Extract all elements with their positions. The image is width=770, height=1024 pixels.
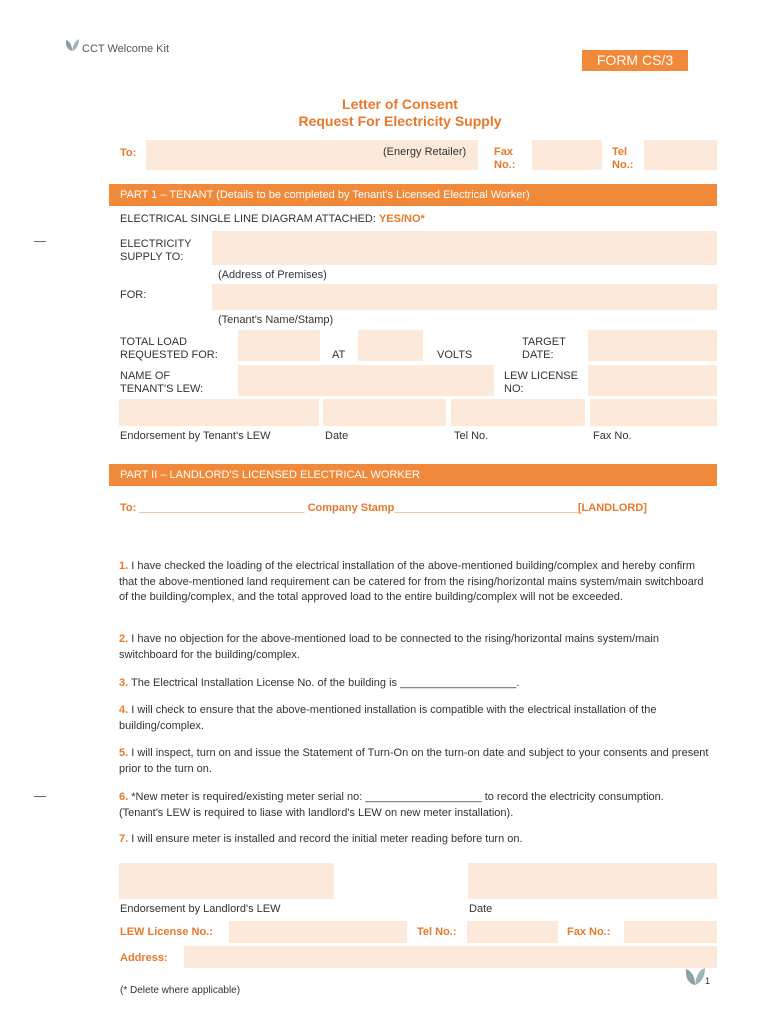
lew-license-field[interactable] [588, 365, 717, 396]
total-load-label: TOTAL LOAD REQUESTED FOR: [120, 336, 218, 361]
list-item: 3. The Electrical Installation License No. of the building is ___________________. [119, 677, 520, 689]
tel-label: Tel No.: [612, 146, 634, 171]
at-label: AT [332, 349, 346, 361]
to-label: To: [120, 147, 137, 159]
tel-field[interactable] [644, 140, 717, 170]
endorse-tenant-field[interactable] [119, 399, 319, 426]
supply-label: ELECTRICITY SUPPLY TO: [120, 238, 192, 263]
list-item: 7. I will ensure meter is installed and record the initial meter reading before turn on. [119, 833, 523, 845]
landlord-address-field[interactable] [184, 946, 717, 968]
volts-label: VOLTS [437, 349, 473, 361]
endorse-fax-label: Fax No. [593, 430, 632, 442]
address-caption: (Address of Premises) [218, 269, 327, 281]
landlord-date-field[interactable] [468, 863, 717, 899]
landlord-address-label: Address: [120, 952, 168, 964]
lew-name-field[interactable] [238, 365, 494, 396]
total-load-field[interactable] [238, 330, 320, 361]
endorse-fax-field[interactable] [590, 399, 717, 426]
landlord-endorse-label: Endorsement by Landlord's LEW [120, 903, 281, 915]
lew-license-label: LEW LICENSE NO: [504, 370, 578, 395]
part2-heading: PART II – LANDLORD'S LICENSED ELECTRICAL WORKER [109, 464, 717, 486]
landlord-endorse-field[interactable] [119, 863, 334, 899]
target-date-field[interactable] [588, 330, 717, 361]
sld-label-text: ELECTRICAL SINGLE LINE DIAGRAM ATTACHED: [120, 213, 376, 225]
endorse-tel-field[interactable] [451, 399, 585, 426]
landlord-lew-license-label: LEW License No.: [120, 926, 213, 938]
landlord-to-line: To: ___________________________ Company Stamp______________________________[LANDLORD] [120, 502, 647, 514]
list-item: 2. I have no objection for the above-mentioned load to be connected to the rising/horizontal mains system/main switchboard for the building/complex. [119, 633, 659, 661]
footer-leaf-icon [684, 966, 706, 986]
fax-field[interactable] [532, 140, 602, 170]
brand-name: CCT Welcome Kit [82, 43, 170, 55]
endorse-tenant-label: Endorsement by Tenant's LEW [120, 430, 271, 442]
volts-field[interactable] [358, 330, 423, 361]
lew-name-label: NAME OF TENANT'S LEW: [120, 370, 204, 395]
part1-heading: PART 1 – TENANT (Details to be completed by Tenant's Licensed Electrical Worker) [109, 184, 717, 206]
endorse-date-field[interactable] [323, 399, 446, 426]
page-number: 1 [705, 976, 711, 986]
brand-leaf-icon [64, 38, 80, 52]
landlord-lew-license-field[interactable] [229, 921, 407, 943]
margin-mark [34, 241, 46, 242]
endorse-date-label: Date [325, 430, 349, 442]
tenant-name-field[interactable] [212, 284, 717, 310]
energy-retailer-label: (Energy Retailer) [383, 146, 467, 158]
footnote: (* Delete where applicable) [120, 985, 241, 996]
landlord-date-label: Date [469, 903, 493, 915]
fax-label: Fax No.: [494, 146, 516, 171]
landlord-tel-field[interactable] [467, 921, 558, 943]
address-field[interactable] [212, 231, 717, 265]
landlord-fax-label: Fax No.: [567, 926, 611, 938]
list-item: 6. *New meter is required/existing meter serial no: ___________________ to record the electricity consumption. (Tenant's LEW is required to liase with landlord's LEW on new meter installation). [119, 791, 664, 819]
tenant-caption: (Tenant's Name/Stamp) [218, 314, 334, 326]
list-item: 5. I will inspect, turn on and issue the Statement of Turn-On on the turn-on date and subject to your consents and present prior to the turn on. [119, 747, 709, 775]
landlord-fax-field[interactable] [624, 921, 717, 943]
page-title: Letter of Consent [342, 96, 458, 112]
target-date-label: TARGET DATE: [522, 336, 566, 361]
landlord-tel-label: Tel No.: [417, 926, 457, 938]
sld-label [120, 213, 425, 226]
list-item: 4. I will check to ensure that the above-mentioned installation is compatible with the electrical installation of the building/complex. [119, 704, 657, 732]
sld-value[interactable]: YES/NO* [378, 213, 425, 225]
endorse-tel-label: Tel No. [454, 430, 489, 442]
form-code: FORM CS/3 [596, 52, 674, 68]
for-label: FOR: [120, 289, 147, 301]
margin-mark [34, 796, 46, 797]
page-subtitle: Request For Electricity Supply [298, 113, 502, 129]
list-item: 1. I have checked the loading of the electrical installation of the above-mentioned building/complex and hereby confirm that the above-mentioned land requirement can be catered for from the rising/horizontal mains system/main switchboard of the building/complex, and the total approved load to the entire building/complex will not be exceeded. [119, 560, 704, 603]
